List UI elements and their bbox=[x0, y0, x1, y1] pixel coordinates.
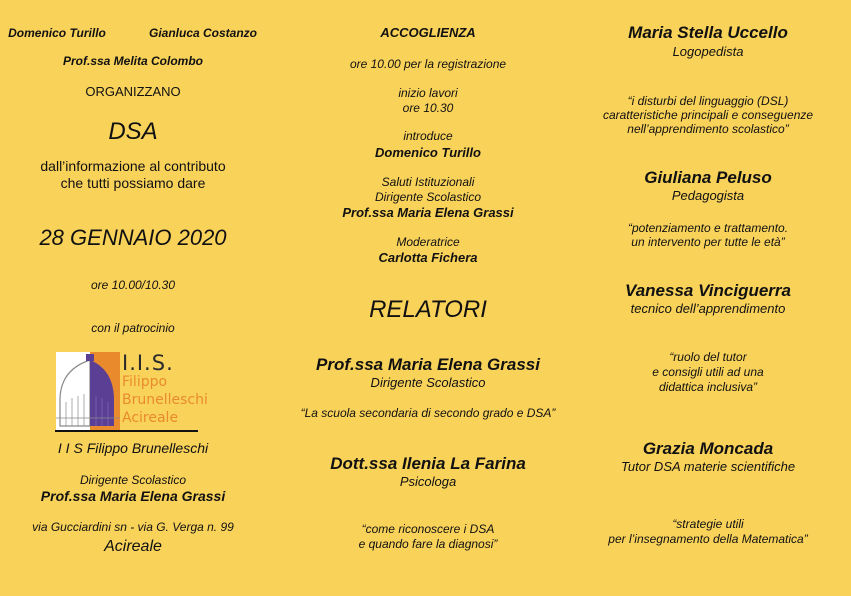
school-logo bbox=[56, 351, 208, 430]
school-name: I I S Filippo Brunelleschi bbox=[57, 440, 209, 456]
speaker-2-role: Psicologa bbox=[399, 474, 457, 489]
speaker-5-name: Vanessa Vinciguerra bbox=[625, 281, 791, 300]
registration-time: ore 10.00 per la registrazione bbox=[349, 57, 507, 71]
speaker-5-talk-line-3: didattica inclusiva” bbox=[658, 380, 758, 394]
logo-line-1: Filippo bbox=[122, 374, 168, 390]
speaker-3-talk-line-2: caratteristiche principali e conseguenze bbox=[602, 108, 814, 122]
start-line-1: inizio lavori bbox=[398, 86, 458, 100]
speaker-5-role: tecnico dell’apprendimento bbox=[630, 301, 786, 316]
event-title: DSA bbox=[108, 118, 158, 145]
subtitle-line-2: che tutti possiamo dare bbox=[60, 175, 206, 191]
start-line-2: ore 10.30 bbox=[402, 101, 454, 115]
speaker-4-name: Giuliana Peluso bbox=[644, 168, 772, 187]
speaker-3-talk-line-3: nell’apprendimento scolastico” bbox=[627, 122, 789, 136]
introduce-label: introduce bbox=[403, 129, 453, 143]
event-date: 28 GENNAIO 2020 bbox=[39, 225, 227, 250]
speaker-6-talk-line-1: “strategie utili bbox=[672, 517, 744, 531]
logo-line-3: Acireale bbox=[122, 410, 179, 426]
organizzano-label: ORGANIZZANO bbox=[85, 84, 181, 99]
principal-name: Prof.ssa Maria Elena Grassi bbox=[40, 488, 226, 504]
organizer-2: Gianluca Costanzo bbox=[148, 26, 258, 40]
school-address: via Gucciardini sn - via G. Verga n. 99 bbox=[32, 520, 234, 534]
speaker-5-talk-line-2: e consigli utili ad una bbox=[652, 365, 764, 379]
speaker-6-talk-line-2: per l’insegnamento della Matematica” bbox=[608, 532, 808, 546]
principal-role: Dirigente Scolastico bbox=[79, 473, 187, 487]
moderator-name: Carlotta Fichera bbox=[378, 250, 478, 265]
greetings-name: Prof.ssa Maria Elena Grassi bbox=[342, 205, 514, 220]
speaker-3-role: Logopedista bbox=[672, 44, 744, 59]
greetings-line-1: Saluti Istituzionali bbox=[381, 175, 475, 189]
speaker-1-talk: “La scuola secondaria di secondo grado e DSA” bbox=[300, 406, 556, 420]
speaker-2-name: Dott.ssa Ilenia La Farina bbox=[330, 454, 526, 473]
logo-abbrev: I.I.S. bbox=[122, 351, 174, 375]
speaker-4-role: Pedagogista bbox=[671, 188, 745, 203]
introducer-name: Domenico Turillo bbox=[375, 145, 481, 160]
speaker-3-talk-line-1: “i disturbi del linguaggio (DSL) bbox=[627, 94, 789, 108]
speaker-2-talk-line-2: e quando fare la diagnosi” bbox=[358, 537, 498, 551]
organizer-1: Domenico Turillo bbox=[8, 26, 106, 40]
event-time: ore 10.00/10.30 bbox=[90, 278, 176, 292]
greetings-line-2: Dirigente Scolastico bbox=[374, 190, 482, 204]
speaker-4-talk-line-1: “potenziamento e trattamento. bbox=[627, 221, 789, 235]
welcome-heading: ACCOGLIENZA bbox=[380, 25, 476, 40]
speaker-6-name: Grazia Moncada bbox=[642, 439, 774, 458]
subtitle-line-1: dall’informazione al contributo bbox=[40, 158, 226, 174]
speaker-1-role: Dirigente Scolastico bbox=[370, 375, 486, 390]
speaker-1-name: Prof.ssa Maria Elena Grassi bbox=[316, 355, 540, 374]
patronage-label: con il patrocinio bbox=[91, 321, 175, 335]
speaker-3-name: Maria Stella Uccello bbox=[628, 23, 788, 42]
speaker-6-role: Tutor DSA materie scientifiche bbox=[620, 459, 796, 474]
organizer-3: Prof.ssa Melita Colombo bbox=[62, 54, 204, 68]
logo-underline bbox=[55, 430, 198, 432]
speaker-4-talk-line-2: un intervento per tutte le età” bbox=[631, 235, 785, 249]
logo-line-2: Brunelleschi bbox=[122, 392, 208, 408]
speakers-heading: RELATORI bbox=[369, 296, 487, 323]
speaker-2-talk-line-1: “come riconoscere i DSA bbox=[361, 522, 495, 536]
moderator-role: Moderatrice bbox=[396, 235, 460, 249]
speaker-5-talk-line-1: “ruolo del tutor bbox=[669, 350, 747, 364]
school-city: Acireale bbox=[104, 538, 162, 555]
